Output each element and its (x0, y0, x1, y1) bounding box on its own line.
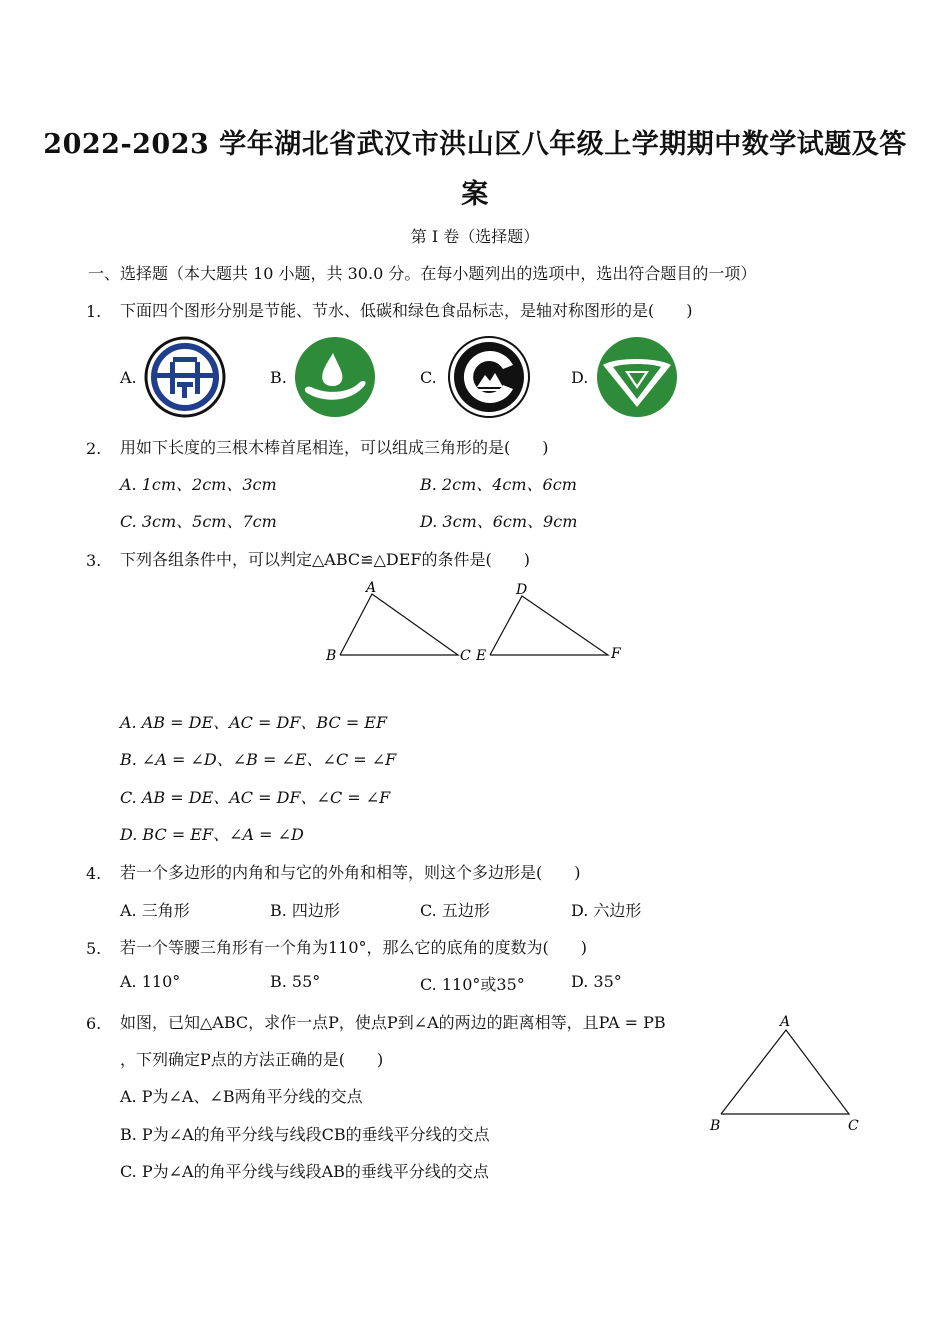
question-number-6: 6. (86, 1014, 102, 1033)
question-stem-2: 用如下长度的三根木棒首尾相连，可以组成三角形的是( ) (120, 438, 549, 457)
q4-option-b: B. 四边形 (270, 901, 340, 920)
label-b: B (710, 1118, 721, 1134)
label-c: C (460, 648, 471, 664)
q5-option-b: B. 55° (270, 972, 321, 991)
section-heading: 一、选择题（本大题共 10 小题，共 30.0 分。在每小题列出的选项中，选出符合题目的一项） (88, 264, 757, 283)
question-number-5: 5. (86, 939, 102, 958)
low-carbon-logo-icon (447, 335, 531, 419)
question-stem-6: 如图，已知△ABC，求作一点P，使点P到∠A的两边的距离相等，且PA = PB (120, 1013, 666, 1032)
page-title: 2022-2023 学年湖北省武汉市洪山区八年级上学期期中数学试题及答 (43, 129, 907, 160)
label-e: E (476, 648, 487, 664)
q2-option-a: A. 1cm、2cm、3cm (120, 475, 277, 494)
q2-option-b: B. 2cm、4cm、6cm (420, 475, 577, 494)
label-b: B (326, 648, 337, 664)
triangle-abc-figure (702, 1008, 870, 1138)
q1-option-c: C. (420, 368, 437, 387)
label-f: F (611, 646, 621, 662)
water-saving-logo-icon (293, 335, 377, 419)
energy-saving-logo-icon (143, 335, 227, 419)
part-heading: 第 I 卷（选择题） (410, 227, 540, 246)
label-a: A (366, 580, 377, 596)
question-stem-6-continued: ，下列确定P点的方法正确的是( ) (120, 1050, 384, 1069)
question-stem-1: 下面四个图形分别是节能、节水、低碳和绿色食品标志，是轴对称图形的是( ) (120, 301, 693, 320)
question-number-1: 1. (86, 302, 102, 321)
q3-option-a: A. AB = DE、AC = DF、BC = EF (120, 713, 388, 732)
question-stem-4: 若一个多边形的内角和与它的外角和相等，则这个多边形是( ) (120, 863, 581, 882)
q1-option-a: A. (120, 368, 137, 387)
q2-option-d: D. 3cm、6cm、9cm (420, 512, 578, 531)
q4-option-d: D. 六边形 (571, 901, 642, 920)
q3-option-c: C. AB = DE、AC = DF、∠C = ∠F (120, 788, 391, 807)
question-number-4: 4. (86, 864, 102, 883)
q4-option-c: C. 五边形 (420, 901, 490, 920)
q1-option-d: D. (571, 368, 589, 387)
q2-option-c: C. 3cm、5cm、7cm (120, 512, 277, 531)
question-stem-3: 下列各组条件中，可以判定△ABC≌△DEF的条件是( ) (120, 550, 530, 569)
q3-option-b: B. ∠A = ∠D、∠B = ∠E、∠C = ∠F (120, 750, 397, 769)
green-food-logo-icon (595, 335, 679, 419)
q5-option-a: A. 110° (120, 972, 181, 991)
question-number-2: 2. (86, 439, 102, 458)
q1-option-b: B. (270, 368, 287, 387)
label-a: A (780, 1014, 791, 1030)
page-title-line2: 案 (461, 179, 489, 210)
label-d: D (516, 582, 528, 598)
question-number-3: 3. (86, 551, 102, 570)
q5-option-d: D. 35° (571, 972, 622, 991)
congruent-triangles-figure (318, 576, 634, 668)
label-c: C (848, 1118, 859, 1134)
question-stem-5: 若一个等腰三角形有一个角为110°，那么它的底角的度数为( ) (120, 938, 588, 957)
q6-option-c: C. P为∠A的角平分线与线段AB的垂线平分线的交点 (120, 1162, 489, 1181)
q6-option-b: B. P为∠A的角平分线与线段CB的垂线平分线的交点 (120, 1125, 490, 1144)
q5-option-c: C. 110°或35° (420, 975, 525, 994)
q3-option-d: D. BC = EF、∠A = ∠D (120, 825, 304, 844)
q4-option-a: A. 三角形 (120, 901, 190, 920)
q6-option-a: A. P为∠A、∠B两角平分线的交点 (120, 1087, 363, 1106)
